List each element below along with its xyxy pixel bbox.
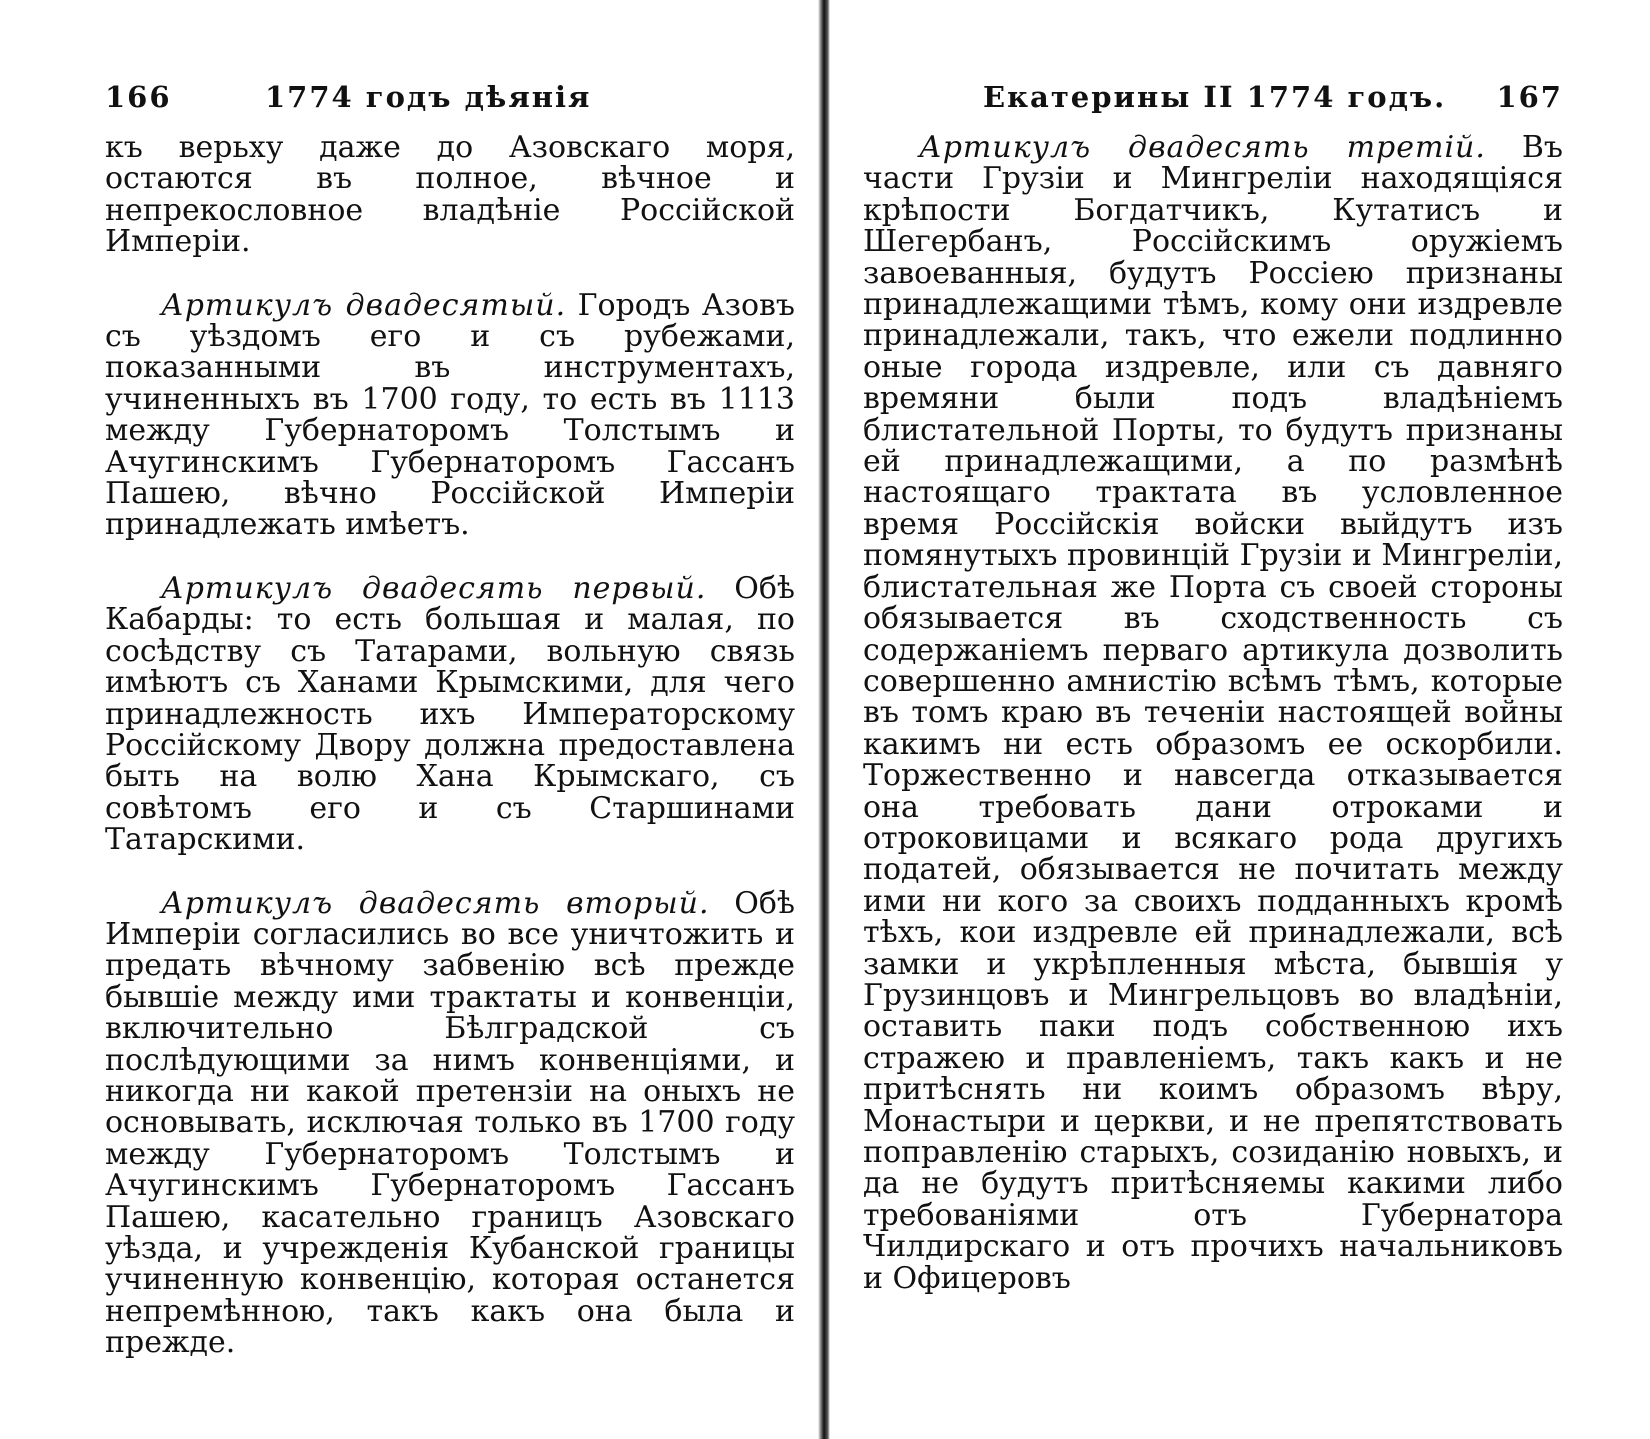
- continuation-paragraph: къ верьху даже до Азовскаго моря, остаются въ полное, вѣчное и непрекословное владѣніе Россійской Имперіи.: [105, 130, 795, 260]
- right-running-head: [863, 80, 1563, 132]
- article-23: [863, 132, 1563, 1294]
- book-gutter: [818, 0, 830, 1439]
- article-title: Артикулъ двадесятый.: [161, 287, 567, 323]
- article-text: Городъ Азовъ съ уѣздомъ его и съ рубежами, показанными въ инструментахъ, учиненныхъ въ 1700 году, то есть въ 1113 между Губернаторомъ Толстымъ и Ачугинскимъ Губернаторомъ Гассанъ Пашею, вѣчно Россійской Имперіи принадлежать имѣетъ.: [105, 287, 795, 543]
- article-20: [105, 287, 795, 543]
- right-page-number: 167: [1496, 80, 1563, 114]
- left-page-number: 166: [105, 80, 172, 114]
- right-running-title: Екатерины II 1774 годъ.: [983, 80, 1447, 114]
- article-title: Артикулъ двадесять вторый.: [161, 885, 710, 921]
- article-21: [105, 570, 795, 858]
- article-text: Въ части Грузіи и Мингреліи находящіяся крѣпости Богдатчикъ, Кутатисъ и Шегербанъ, Россійскимъ оружіемъ завоеванныя, будутъ Россіею признаны принадлежащими тѣмъ, кому они издревле принадлежали, такъ, что ежели подлинно оные города издревле, или съ давняго времяни были подъ владѣніемъ блистательной Порты, то будутъ признаны ей принадлежащими, а по размѣнѣ настоящаго трактата въ условленное время Россійскія войски выйдутъ изъ помянутыхъ провинцій Грузіи и Мингреліи, блистательная же Порта съ своей стороны обязывается въ сходственность съ содержаніемъ перваго артикула дозволить совершенно амнистію всѣмъ тѣмъ, которые въ томъ краю въ теченіи настоящей войны какимъ ни есть образомъ ее оскорбили. Торжественно и навсегда отказывается она требовать дани отроками и отроковицами и всякаго рода другихъ податей, обязывается не почитать между ими ни кого за своихъ подданныхъ кромѣ тѣхъ, кои издревле ей принадлежали, всѣ замки и укрѣпленныя мѣста, бывшія у Грузинцовъ и Мингрельцовъ во владѣніи, оставить паки подъ собственною ихъ стражею и правленіемъ, такъ какъ и не притѣснять ни коимъ образомъ вѣру, Монастыри и церкви, и не препятствовать поправленію старыхъ, созиданію новыхъ, и да не будутъ притѣсняемы какими либо требованіями отъ Губернатора Чилдирскаго и отъ прочихъ начальниковъ и Офицеровъ: [863, 130, 1563, 1296]
- left-page-body: [105, 132, 795, 1359]
- right-page-body: [863, 132, 1563, 1294]
- article-title: Артикулъ двадесять первый.: [161, 570, 707, 606]
- article-text: Обѣ Кабарды: то есть большая и малая, по сосѣдству съ Татарами, вольную связь имѣютъ съ Ханами Крымскими, для чего принадлежность ихъ Императорскому Россійскому Двору должна предоставлена быть на волю Хана Крымскаго, съ совѣтомъ его и съ Старшинами Татарскими.: [105, 570, 795, 858]
- right-page: [863, 80, 1563, 1294]
- article-title: Артикулъ двадесять третій.: [919, 130, 1486, 165]
- left-page: [105, 80, 795, 1359]
- left-running-title: 1774 годъ дѣянія: [265, 80, 592, 114]
- article-text: Обѣ Имперіи согласились во все уничтожить и предать вѣчному забвенію всѣ прежде бывшіе между ими трактаты и конвенціи, включительно Бѣлградской съ послѣдующими за нимъ конвенціями, и никогда ни какой претензіи на оныхъ не основывать, исключая только въ 1700 году между Губернаторомъ Толстымъ и Ачугинскимъ Губернаторомъ Гассанъ Пашею, касательно границъ Азовскаго уѣзда, и учрежденія Кубанской границы учиненную конвенцію, которая останется непремѣнною, такъ какъ она была и прежде.: [105, 885, 795, 1361]
- article-22: [105, 885, 795, 1361]
- left-running-head: [105, 80, 795, 132]
